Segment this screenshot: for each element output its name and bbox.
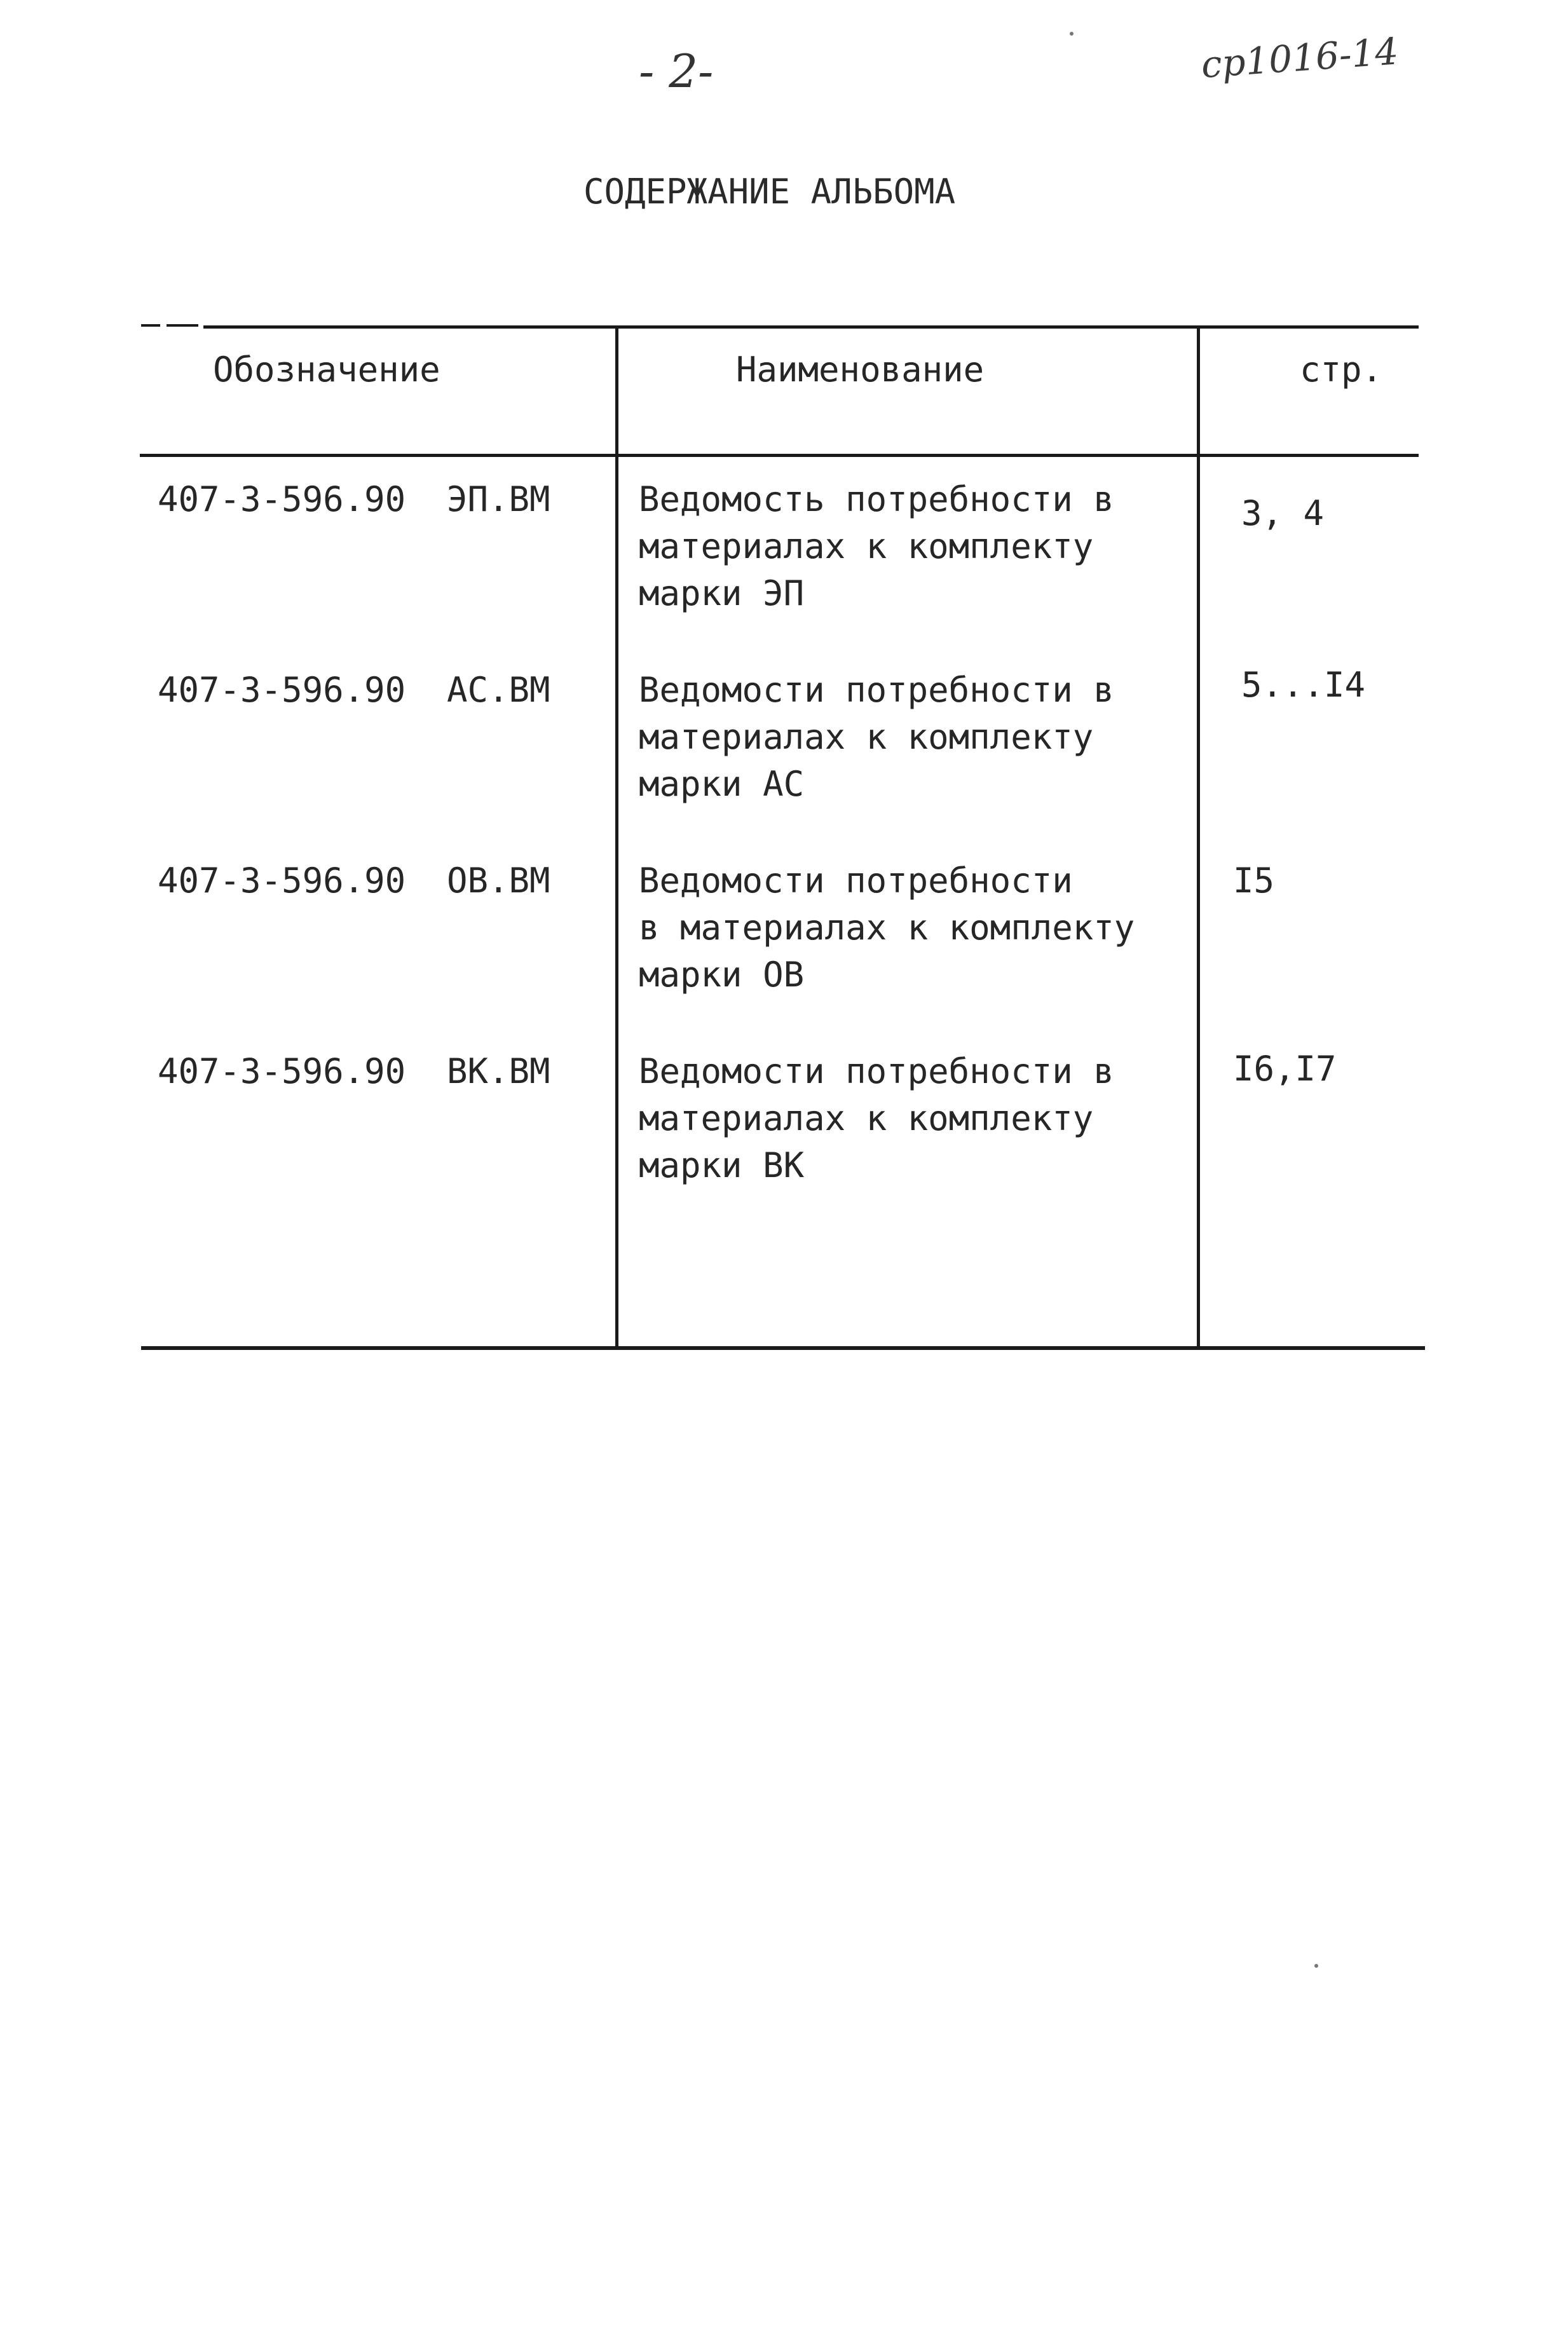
table-top-rule-dash	[167, 324, 198, 327]
row-name-line: Ведомости потребности в	[639, 1051, 1114, 1091]
table-bottom-rule	[141, 1346, 1425, 1350]
row-name-line: марки ВК	[639, 1145, 805, 1185]
scan-speck	[1070, 32, 1074, 36]
row-name-line: Ведомость потребности в	[639, 479, 1114, 519]
row-name-line: марки ЭП	[639, 573, 805, 613]
row-pages: I5	[1233, 861, 1275, 901]
row-pages: 5...I4	[1241, 665, 1366, 705]
page-number: - 2-	[639, 44, 714, 98]
row-code: 407-3-596.90	[158, 861, 406, 901]
row-name-line: материалах к комплекту	[639, 717, 1094, 757]
document-code: ср1016-14	[1199, 29, 1400, 86]
row-mark: АС.ВМ	[447, 670, 550, 710]
row-mark: ЭП.ВМ	[447, 479, 550, 519]
table-column-divider	[615, 325, 618, 1347]
column-header-designation: Обозначение	[213, 350, 440, 390]
row-name-line: материалах к комплекту	[639, 526, 1094, 566]
row-mark: ВК.ВМ	[447, 1051, 550, 1091]
row-name-line: Ведомости потребности	[639, 861, 1073, 901]
row-code: 407-3-596.90	[158, 1051, 406, 1091]
page-title: СОДЕРЖАНИЕ АЛЬБОМА	[583, 172, 956, 212]
column-header-page: стр.	[1300, 350, 1383, 390]
row-name-line: в материалах к комплекту	[639, 908, 1135, 948]
table-header-rule	[140, 454, 1419, 457]
row-pages: I6,I7	[1233, 1049, 1337, 1089]
row-pages: 3, 4	[1241, 493, 1325, 533]
row-code: 407-3-596.90	[158, 479, 406, 519]
row-name-line: марки АС	[639, 764, 805, 804]
row-name-line: марки ОВ	[639, 955, 805, 995]
row-name-line: материалах к комплекту	[639, 1098, 1094, 1138]
scan-speck	[1314, 1964, 1318, 1968]
row-name-line: Ведомости потребности в	[639, 670, 1114, 710]
column-header-name: Наименование	[736, 350, 985, 390]
table-top-rule	[203, 325, 1419, 329]
table-top-rule-dash	[141, 324, 160, 327]
table-column-divider	[1197, 325, 1200, 1350]
row-mark: ОВ.ВМ	[447, 861, 550, 901]
row-code: 407-3-596.90	[158, 670, 406, 710]
